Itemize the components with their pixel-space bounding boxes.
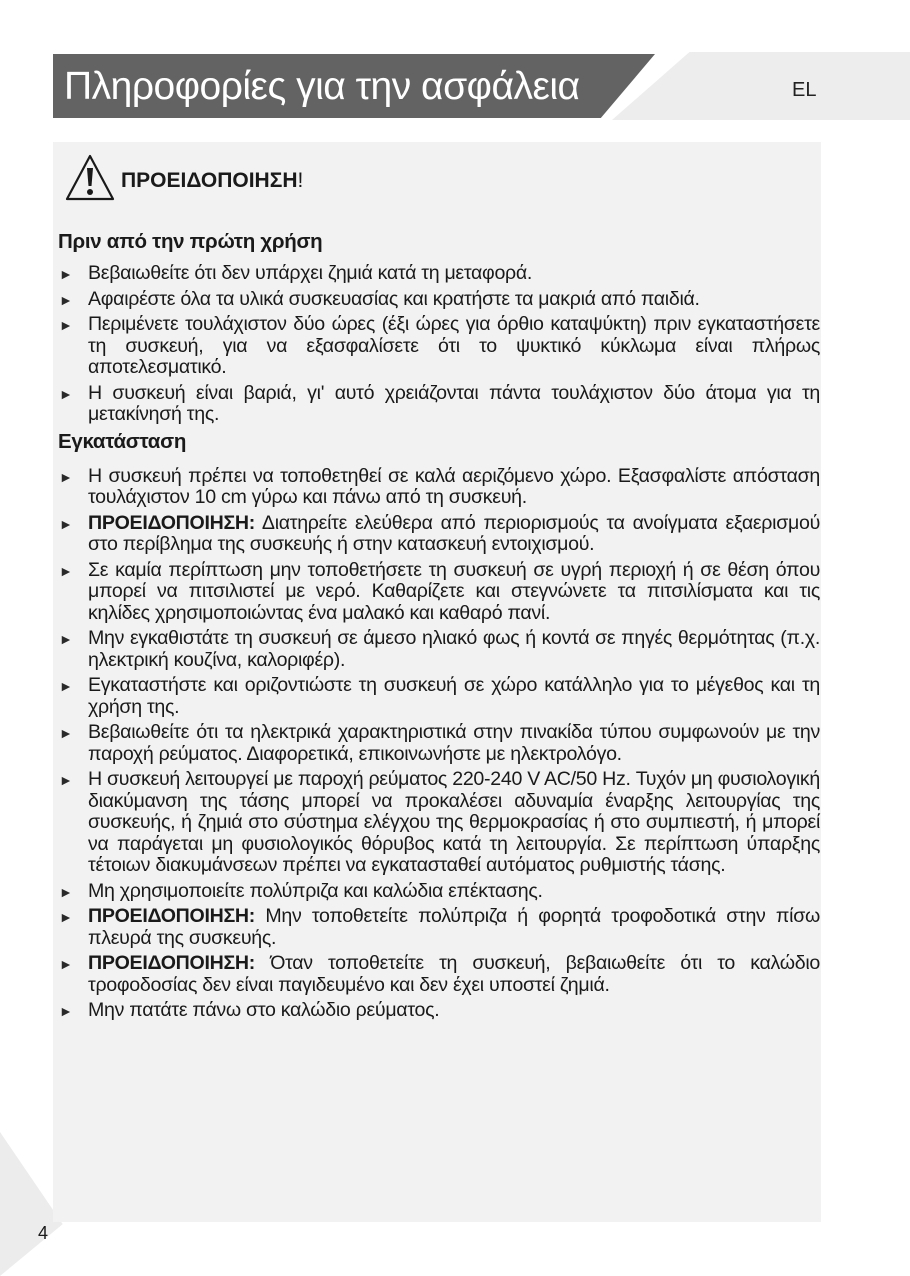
list-item: ► Η συσκευή λειτουργεί με παροχή ρεύματος 220-240 V AC/50 Hz. Τυχόν μη φυσιολογική διακύμανση της τάσης μπορεί να προκαλέσει αδυναμία έναρξης λειτουργίας της συσκευής, ή ζημιά στο σύστημα ελέγχου της θερμοκρασίας ή στο συμπιεστή, ή μπορεί να παράγεται μη φυσιολογικός θόρυβος κατά τη λειτουργία. Σε περίπτωση ύπαρξης τέτοιων διακυμάνσεων πρέπει να εγκατασταθεί αυτόματος ρυθμιστής τάσης. bbox=[58, 769, 820, 877]
warning-label: ΠΡΟΕΙΔΟΠΟΙΗΣΗ! bbox=[121, 169, 304, 192]
list-item: ► Μη χρησιμοποιείτε πολύπριζα και καλώδια επέκτασης. bbox=[58, 881, 820, 903]
list-item: ► Περιμένετε τουλάχιστον δύο ώρες (έξι ώρες για όρθιο καταψύκτη) πριν εγκαταστήσετε τη συσκευή, για να εξασφαλίσετε ότι το ψυκτικό κύκλωμα είναι πλήρως αποτελεσματικό. bbox=[58, 314, 820, 379]
list-item: ► ΠΡΟΕΙΔΟΠΟΙΗΣΗ: Μην τοποθετείτε πολύπριζα ή φορητά τροφοδοτικά στην πίσω πλευρά της συσκευής. bbox=[58, 906, 820, 949]
list-item: ► Βεβαιωθείτε ότι τα ηλεκτρικά χαρακτηριστικά στην πινακίδα τύπου συμφωνούν με την παροχή ρεύματος. Διαφορετικά, επικοινωνήστε με ηλεκτρολόγο. bbox=[58, 722, 820, 765]
bullet-list bbox=[58, 466, 820, 1022]
list-item: ► ΠΡΟΕΙΔΟΠΟΙΗΣΗ: Διατηρείτε ελεύθερα από περιορισμούς τα ανοίγματα εξαερισμού στο περίβλημα της συσκευής ή στην κατασκευή εντοιχισμού. bbox=[58, 513, 820, 556]
page-number: 4 bbox=[38, 1223, 49, 1243]
section-title: Εγκατάσταση bbox=[58, 429, 187, 453]
list-item: ► Εγκαταστήστε και οριζοντιώστε τη συσκευή σε χώρο κατάλληλο για το μέγεθος και τη χρήση της. bbox=[58, 675, 820, 718]
list-item: ► Αφαιρέστε όλα τα υλικά συσκευασίας και κρατήστε τα μακριά από παιδιά. bbox=[58, 289, 820, 311]
section-title: Πριν από την πρώτη χρήση bbox=[58, 230, 323, 253]
language-code: EL bbox=[792, 79, 817, 101]
safety-content bbox=[58, 230, 820, 1026]
list-item: ► ΠΡΟΕΙΔΟΠΟΙΗΣΗ: Όταν τοποθετείτε τη συσκευή, βεβαιωθείτε ότι το καλώδιο τροφοδοσίας δεν είναι παγιδευμένο και δεν έχει υποστεί ζημιά. bbox=[58, 953, 820, 996]
list-item: ► Σε καμία περίπτωση μην τοποθετήσετε τη συσκευή σε υγρή περιοχή ή σε θέση όπου μπορεί να πιτσιλιστεί με νερό. Καθαρίζετε και στεγνώνετε τα πιτσιλίσματα και τις κηλίδες χρησιμοποιώντας ένα μαλακό και καθαρό πανί. bbox=[58, 560, 820, 625]
page-title: Πληροφορίες για την ασφάλεια bbox=[64, 65, 580, 108]
bullet-list bbox=[58, 263, 820, 426]
list-item: ► Η συσκευή πρέπει να τοποθετηθεί σε καλά αεριζόμενο χώρο. Εξασφαλίστε απόσταση τουλάχιστον 10 cm γύρω και πάνω από τη συσκευή. bbox=[58, 466, 820, 509]
list-item: ► Μην πατάτε πάνω στο καλώδιο ρεύματος. bbox=[58, 1000, 820, 1022]
warning-triangle-icon bbox=[64, 153, 116, 203]
list-item: ► Η συσκευή είναι βαριά, γι' αυτό χρειάζονται πάντα τουλάχιστον δύο άτομα για τη μετακίνησή της. bbox=[58, 383, 820, 426]
list-item: ► Βεβαιωθείτε ότι δεν υπάρχει ζημιά κατά τη μεταφορά. bbox=[58, 263, 820, 285]
header-decoration bbox=[612, 52, 910, 120]
list-item: ► Μην εγκαθιστάτε τη συσκευή σε άμεσο ηλιακό φως ή κοντά σε πηγές θερμότητας (π.χ. ηλεκτρική κουζίνα, καλοριφέρ). bbox=[58, 628, 820, 671]
